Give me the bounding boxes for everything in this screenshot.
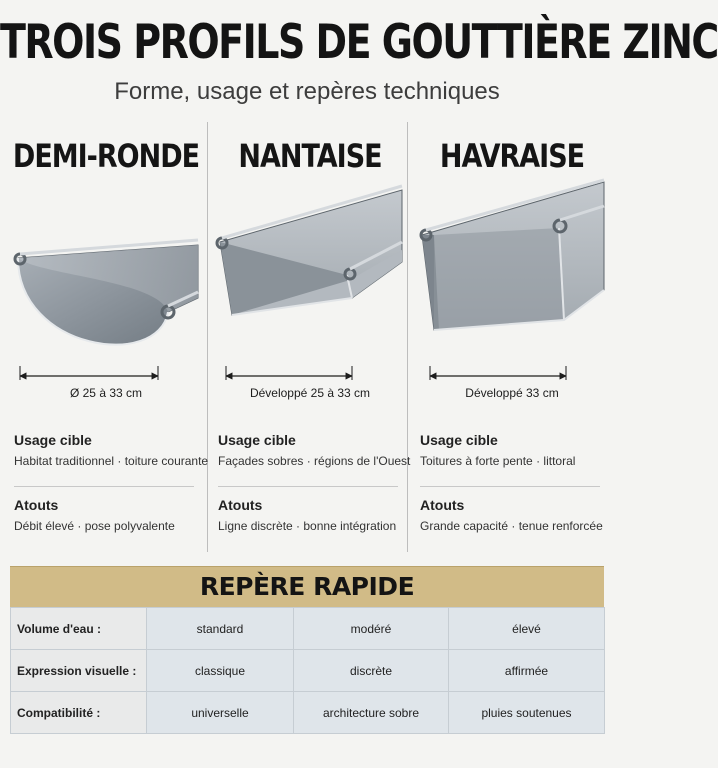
- table-row: [11, 692, 605, 734]
- table-cell: pluies soutenues: [449, 692, 605, 734]
- usage-text: Habitat traditionnel · toiture courante: [14, 454, 209, 468]
- table-cell: élevé: [449, 608, 605, 650]
- dimension-label: Ø 25 à 33 cm: [69, 386, 143, 400]
- usage-text: Toitures à forte pente · littoral: [420, 454, 576, 468]
- row-label: Expression visuelle :: [11, 650, 147, 692]
- table-cell: standard: [147, 608, 294, 650]
- profile-demi-ronde: [8, 130, 209, 533]
- row-label: Volume d'eau :: [11, 608, 147, 650]
- atouts-text: Grande capacité · tenue renforcée: [420, 519, 603, 533]
- usage-heading: Usage cible: [218, 432, 296, 448]
- page-title: TROIS PROFILS DE GOUTTIÈRE ZINC: [0, 14, 718, 69]
- dimension-label: Développé 33 cm: [465, 386, 559, 400]
- atouts-heading: Atouts: [14, 497, 59, 513]
- profile-nantaise: [212, 130, 411, 533]
- row-label: Compatibilité :: [11, 692, 147, 734]
- table-row: [11, 608, 605, 650]
- quick-reference-title: REPÈRE RAPIDE: [199, 572, 415, 601]
- atouts-heading: Atouts: [218, 497, 263, 513]
- section-separator: [420, 486, 600, 487]
- table-cell: affirmée: [449, 650, 605, 692]
- table-cell: discrète: [294, 650, 449, 692]
- havraise-gutter-illustration: [414, 180, 610, 380]
- profile-title: HAVRAISE: [439, 138, 585, 176]
- dimension-label: Développé 25 à 33 cm: [249, 386, 371, 400]
- usage-heading: Usage cible: [420, 432, 498, 448]
- column-divider: [207, 122, 208, 552]
- nantaise-gutter-illustration: [212, 180, 408, 380]
- page-subtitle: Forme, usage et repères techniques: [114, 78, 500, 105]
- table-cell: classique: [147, 650, 294, 692]
- half-round-gutter-illustration: [8, 180, 204, 380]
- profile-title: DEMI-RONDE: [12, 138, 200, 176]
- quick-reference-banner: [10, 566, 604, 607]
- table-row: [11, 650, 605, 692]
- quick-reference-table: [10, 607, 605, 734]
- section-separator: [218, 486, 398, 487]
- table-cell: universelle: [147, 692, 294, 734]
- usage-heading: Usage cible: [14, 432, 92, 448]
- atouts-text: Ligne discrète · bonne intégration: [218, 519, 397, 533]
- table-cell: architecture sobre: [294, 692, 449, 734]
- profile-havraise: [414, 130, 610, 533]
- profile-title: NANTAISE: [238, 138, 382, 176]
- section-separator: [14, 486, 194, 487]
- table-cell: modéré: [294, 608, 449, 650]
- usage-text: Façades sobres · régions de l'Ouest: [218, 454, 411, 468]
- atouts-heading: Atouts: [420, 497, 465, 513]
- atouts-text: Débit élevé · pose polyvalente: [14, 519, 175, 533]
